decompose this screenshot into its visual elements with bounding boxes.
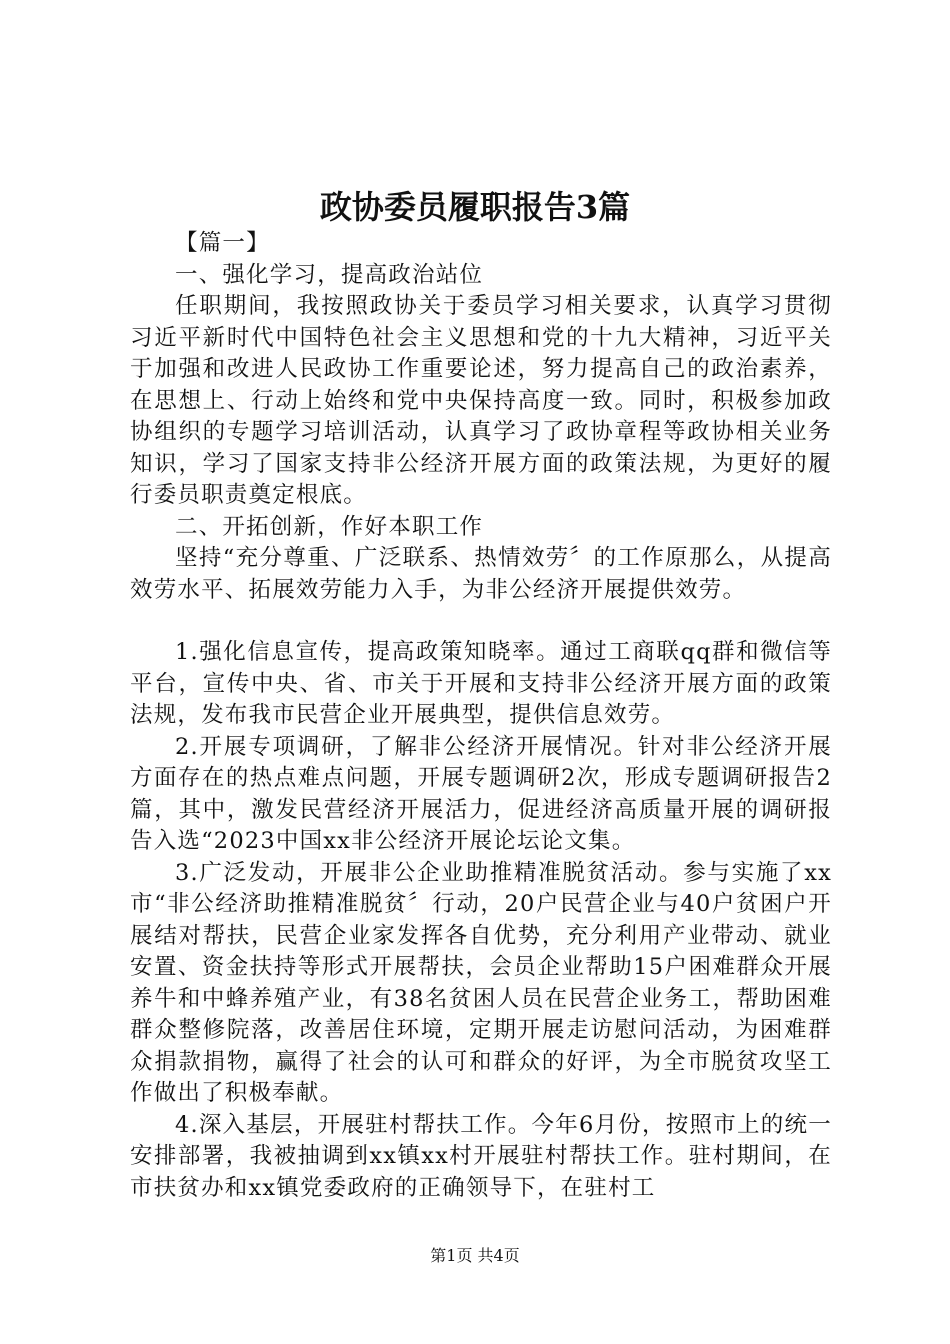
section-heading-part-one: 【篇一】 xyxy=(175,230,270,256)
subheading-study: 一、强化学习，提高政治站位 xyxy=(175,261,484,288)
paragraph-item-4: 4.深入基层，开展驻村帮扶工作。今年6月份，按照市上的统一安排部署，我被抽调到xx镇xx村开展驻村帮扶工作。驻村期间，在市扶贫办和xx镇党委政府的正确领导下，在驻村工 xyxy=(130,1111,832,1201)
paragraph-item-1: 1.强化信息宣传，提高政策知晓率。通过工商联qq群和微信等平台，宣传中央、省、市关于开展和支持非公经济开展方面的政策法规，发布我市民营企业开展典型，提供信息效劳。 xyxy=(130,639,832,728)
document-title: 政协委员履职报告3篇 xyxy=(319,188,631,226)
paragraph-item-3: 3.广泛发动，开展非公企业助推精准脱贫活动。参与实施了xx市“非公经济助推精准脱贫〞行动，20户民营企业与40户贫困户开展结对帮扶，民营企业家发挥各自优势，充分利用产业带动、就业安置、资金扶持等形式开展帮扶，会员企业帮助15户困难群众开展养牛和中蜂养殖产业，有38名贫困人员在民营企业务工，帮助困难群众整修院落，改善居住环境，定期开展走访慰问活动，为困难群众捐款捐物，赢得了社会的认可和群众的好评，为全市脱贫攻坚工作做出了积极奉献。 xyxy=(130,859,832,1106)
paragraph-item-2: 2.开展专项调研，了解非公经济开展情况。针对非公经济开展方面存在的热点难点问题，开展专题调研2次，形成专题调研报告2篇，其中，激发民营经济开展活力，促进经济高质量开展的调研报告入选“2023中国xx非公经济开展论坛论文集。 xyxy=(130,733,832,854)
paragraph-study: 任职期间，我按照政协关于委员学习相关要求，认真学习贯彻习近平新时代中国特色社会主义思想和党的十九大精神，习近平关于加强和改进人民政协工作重要论述，努力提高自己的政治素养，在思想上、行动上始终和党中央保持高度一致。同时，积极参加政协组织的专题学习培训活动，认真学习了政协章程等政协相关业务知识，学习了国家支持非公经济开展方面的政策法规，为更好的履行委员职责奠定根底。 xyxy=(130,293,832,508)
paragraph-principle: 坚持“充分尊重、广泛联系、热情效劳〞的工作原那么，从提高效劳水平、拓展效劳能力入手，为非公经济开展提供效劳。 xyxy=(130,545,832,603)
subheading-innovate: 二、开拓创新，作好本职工作 xyxy=(175,513,484,540)
page-footer: 第1页 共4页 xyxy=(430,1246,520,1265)
document-body xyxy=(130,228,832,1204)
